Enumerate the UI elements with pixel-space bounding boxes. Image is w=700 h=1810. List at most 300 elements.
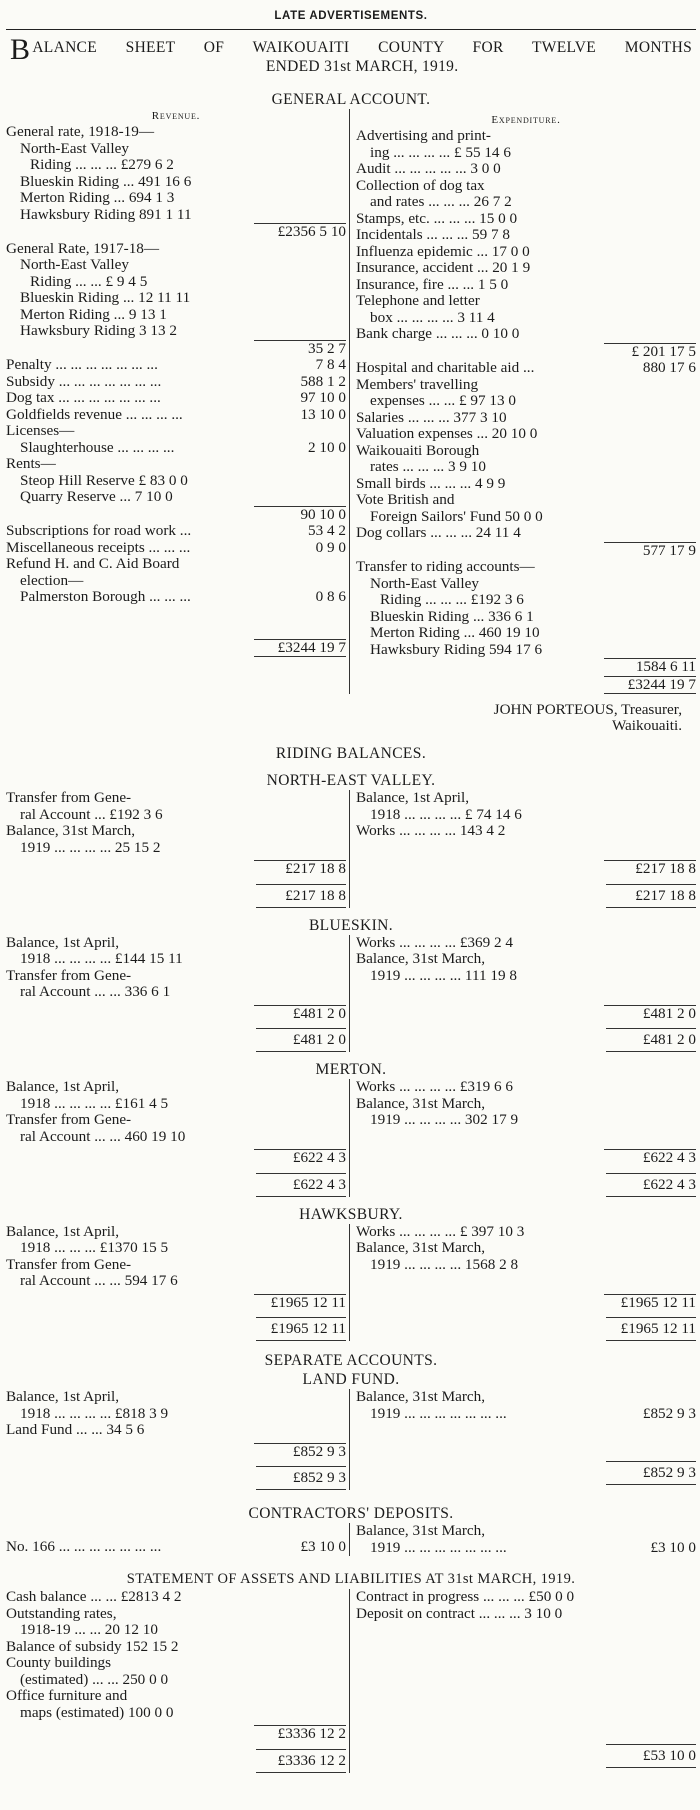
ledger-text: Works ... ... ... ... £ 397 10 3 <box>356 1223 525 1240</box>
riding-row <box>6 1240 346 1257</box>
ledger-text: election— <box>20 572 84 589</box>
ledger-text: Penalty ... ... ... ... ... ... ... <box>6 357 158 373</box>
ledger-text: Riding ... ... ... £192 3 6 <box>380 592 524 608</box>
ledger-text: Waikouaiti Borough <box>356 442 480 459</box>
ledger-text: Insurance, accident ... 20 1 9 <box>356 260 531 276</box>
riding-total: £622 4 3 <box>256 1173 346 1197</box>
riding-subtotal <box>356 1294 696 1312</box>
ledger-text: Transfer from Gene- <box>6 1256 132 1273</box>
riding-subtotal <box>356 1005 696 1023</box>
land-row <box>356 1406 696 1423</box>
ledger-text: 1918 ... ... ... ... £161 4 5 <box>20 1095 169 1112</box>
ledger-text: Blueskin Riding ... 336 6 1 <box>370 608 534 625</box>
statement-table <box>6 1589 696 1773</box>
riding-total: £217 18 8 <box>256 884 346 908</box>
expenditure-row <box>356 410 696 427</box>
ledger-text: Insurance, fire ... ... 1 5 0 <box>356 276 509 293</box>
revenue-row <box>6 241 346 258</box>
expenditure-row <box>356 609 696 626</box>
ledger-text: Dog tax ... ... ... ... ... ... ... <box>6 390 161 406</box>
ledger-text: 1918 ... ... ... £1370 15 5 <box>20 1240 169 1256</box>
ledger-text: maps (estimated) 100 0 0 <box>20 1704 174 1721</box>
riding-left <box>6 935 350 1053</box>
revenue-column <box>6 109 350 694</box>
expenditure-row <box>356 194 696 211</box>
expenditure-row <box>356 658 696 676</box>
riding-subtotal <box>6 1005 346 1023</box>
ledger-text: Riding ... ... ... £279 6 2 <box>30 157 174 173</box>
ledger-text: 1919 ... ... ... ... 111 19 8 <box>370 967 517 984</box>
revenue-row <box>6 223 346 241</box>
ledger-text: Hawksbury Riding 891 1 11 <box>20 206 192 223</box>
ledger-text: North-East Valley <box>20 257 129 273</box>
riding-row <box>356 935 696 952</box>
ledger-text: Cash balance ... ... £2813 4 2 <box>6 1589 182 1605</box>
riding-table <box>6 790 696 908</box>
ledger-text: rates ... ... ... 3 9 10 <box>370 459 486 475</box>
spacer-row <box>356 840 696 857</box>
spacer-row <box>356 1721 696 1738</box>
title-block <box>6 30 696 76</box>
ledger-amount: 35 2 7 <box>254 340 346 358</box>
ledger-text: Hawksbury Riding 3 13 2 <box>20 323 177 339</box>
riding-row <box>6 790 346 807</box>
ledger-text: Transfer to riding accounts— <box>356 559 535 575</box>
ledger-text: Bank charge ... ... ... 0 10 0 <box>356 326 520 342</box>
riding-row <box>356 1240 696 1257</box>
ledger-text: Hawksbury Riding 594 17 6 <box>370 641 543 658</box>
expenditure-row <box>356 178 696 195</box>
ledger-amount: £852 9 3 <box>642 1404 696 1422</box>
ledger-text: Blueskin Riding ... 12 11 11 <box>20 290 191 306</box>
expenditure-column <box>350 109 696 694</box>
ledger-text: Dog collars ... ... ... 24 11 4 <box>356 525 521 541</box>
ledger-text: Small birds ... ... ... 4 9 9 <box>356 475 506 492</box>
revenue-row <box>6 606 346 623</box>
ledger-amount: £3244 19 7 <box>604 676 696 695</box>
ledger-text: ral Account ... £192 3 6 <box>20 806 163 823</box>
revenue-row <box>6 274 346 291</box>
revenue-row <box>6 207 346 224</box>
land-subtotal <box>6 1443 346 1461</box>
revenue-row <box>6 390 346 407</box>
expenditure-row <box>356 525 696 542</box>
revenue-row <box>6 540 346 557</box>
ledger-text: Merton Riding ... 694 1 3 <box>20 190 175 206</box>
ledger-text: Outstanding rates, <box>6 1605 117 1622</box>
ledger-text: Office furniture and <box>6 1688 128 1704</box>
general-account-heading: GENERAL ACCOUNT. <box>271 91 431 108</box>
revenue-row <box>6 456 346 473</box>
ledger-text: Transfer from Gene- <box>6 967 132 984</box>
ledger-text: Miscellaneous receipts ... ... ... <box>6 539 191 556</box>
ledger-text: 1918 ... ... ... ... £818 3 9 <box>20 1405 169 1422</box>
liabilities-column <box>350 1589 696 1773</box>
riding-balances <box>6 771 696 1341</box>
signature-line-1: JOHN PORTEOUS, Treasurer, <box>493 701 682 718</box>
ledger-text: Salaries ... ... ... 377 3 10 <box>356 409 507 426</box>
expenditure-row <box>356 145 696 162</box>
riding-row <box>6 1224 346 1241</box>
expenditure-row <box>356 676 696 695</box>
expenditure-row <box>356 625 696 642</box>
riding-subtotal <box>356 860 696 878</box>
spacer-row <box>356 1705 696 1722</box>
riding-heading: BLUESKIN. <box>308 916 394 934</box>
title-line-1 <box>10 33 692 66</box>
revenue-row <box>6 374 346 391</box>
spacer-row <box>356 1422 696 1439</box>
riding-total: £1965 12 11 <box>256 1317 346 1341</box>
ledger-text: Balance, 1st April, <box>6 1079 120 1095</box>
ledger-text: Stamps, etc. ... ... ... 15 0 0 <box>356 210 518 227</box>
revenue-row <box>6 556 346 573</box>
revenue-row <box>6 323 346 340</box>
header-label: LATE ADVERTISEMENTS. <box>274 10 428 22</box>
land-total: £852 9 3 <box>606 1461 696 1485</box>
spacer-row <box>356 1622 696 1639</box>
asset-row <box>6 1639 346 1656</box>
ledger-text: North-East Valley <box>20 140 129 157</box>
expenditure-row <box>356 426 696 443</box>
expenditure-row <box>356 227 696 244</box>
expenditure-row <box>356 310 696 327</box>
revenue-row <box>6 423 346 440</box>
revenue-row <box>6 307 346 324</box>
land-total: £852 9 3 <box>256 1466 346 1490</box>
riding-total: £622 4 3 <box>606 1173 696 1197</box>
ledger-text: Audit ... ... ... ... ... 3 0 0 <box>356 161 501 177</box>
ledger-text: General Rate, 1917-18— <box>6 240 160 257</box>
revenue-row <box>6 340 346 358</box>
riding-row <box>6 1079 346 1096</box>
expenditure-row <box>356 128 696 145</box>
expenditure-row <box>356 211 696 228</box>
riding-heading: MERTON. <box>315 1061 387 1078</box>
expenditure-row <box>356 542 696 560</box>
ledger-text: 1918 ... ... ... ... £ 74 14 6 <box>370 806 522 823</box>
riding-right <box>350 1079 696 1197</box>
asset-row <box>6 1622 346 1639</box>
ledger-text: Refund H. and C. Aid Board <box>6 556 180 572</box>
ledger-text: 1919 ... ... ... ... 1568 2 8 <box>370 1256 519 1273</box>
riding-balances-heading: RIDING BALANCES. <box>275 745 427 762</box>
ledger-text: Vote British and <box>356 492 455 508</box>
subtotal-amount: £1965 12 11 <box>604 1294 696 1312</box>
revenue-row <box>6 622 346 639</box>
asset-row <box>6 1606 346 1623</box>
title-line-1-text: ALANCE SHEET OF WAIKOUAITI COUNTY FOR TWELVE MONTHS <box>32 39 692 56</box>
riding-row <box>356 1257 696 1274</box>
treasurer-signature <box>6 702 696 734</box>
expenditure-row <box>356 559 696 576</box>
ledger-text: Hospital and charitable aid ... <box>356 360 535 376</box>
revenue-row <box>6 174 346 191</box>
riding-table <box>6 1079 696 1197</box>
riding-row <box>356 951 696 968</box>
deposits-left <box>6 1523 350 1556</box>
ledger-amount: 1584 6 11 <box>604 658 696 676</box>
ledger-text: Merton Riding ... 460 19 10 <box>370 625 540 641</box>
subtotal-amount: £217 18 8 <box>604 860 696 878</box>
expenditure-row <box>356 642 696 659</box>
ledger-text: expenses ... ... £ 97 13 0 <box>370 393 516 409</box>
ledger-text: Valuation expenses ... 20 10 0 <box>356 426 538 442</box>
asset-row <box>6 1672 346 1689</box>
riding-total: £481 2 0 <box>256 1028 346 1052</box>
riding-row <box>356 1079 696 1096</box>
riding-row <box>6 935 346 952</box>
ledger-text: 1919 ... ... ... ... 302 17 9 <box>370 1112 519 1128</box>
riding-row <box>6 1096 346 1113</box>
ledger-text: Licenses— <box>6 423 75 439</box>
ledger-amount: 0 8 6 <box>315 588 346 605</box>
revenue-row <box>6 473 346 490</box>
ledger-text: Telephone and letter <box>356 293 480 309</box>
land-row <box>6 1389 346 1406</box>
deposit-item: No. 166 ... ... ... ... ... ... ... <box>6 1539 162 1555</box>
riding-right <box>350 790 696 908</box>
ledger-text: 1918 ... ... ... ... £144 15 11 <box>20 951 183 967</box>
revenue-row <box>6 440 346 457</box>
ledger-text: Balance, 31st March, <box>356 1095 486 1112</box>
ledger-text: Balance, 31st March, <box>356 951 486 967</box>
expenditure-row <box>356 260 696 277</box>
assets-subtotal <box>6 1725 346 1743</box>
ledger-text: Quarry Reserve ... 7 10 0 <box>20 489 173 505</box>
revenue-heading: Revenue. <box>151 110 201 122</box>
expenditure-row <box>356 360 696 377</box>
ledger-text: Contract in progress ... ... ... £50 0 0 <box>356 1589 575 1605</box>
ledger-text: Transfer from Gene- <box>6 790 132 806</box>
subtotal-amount: £1965 12 11 <box>254 1294 346 1312</box>
riding-left <box>6 1224 350 1342</box>
spacer-row <box>356 984 696 1001</box>
subtotal-amount: £481 2 0 <box>604 1005 696 1023</box>
ledger-amount: 90 10 0 <box>254 506 346 524</box>
ledger-text: 1919 ... ... ... ... ... ... ... <box>370 1405 507 1422</box>
riding-table <box>6 935 696 1053</box>
ledger-amount: £ 201 17 5 <box>604 343 696 361</box>
ledger-text: box ... ... ... ... 3 11 4 <box>370 309 495 326</box>
ledger-amount: £2356 5 10 <box>254 223 346 241</box>
riding-total: £217 18 8 <box>606 884 696 908</box>
land-fund-heading: LAND FUND. <box>302 1371 400 1388</box>
ledger-text: Foreign Sailors' Fund 50 0 0 <box>370 508 543 525</box>
ledger-amount: 880 17 6 <box>642 359 696 376</box>
ledger-text: Subscriptions for road work ... <box>6 523 192 539</box>
separate-accounts-heading: SEPARATE ACCOUNTS. <box>264 1352 438 1369</box>
expenditure-row <box>356 277 696 294</box>
ledger-text: Transfer from Gene- <box>6 1112 132 1128</box>
riding-right <box>350 1224 696 1342</box>
riding-row <box>6 1273 346 1290</box>
riding-subtotal <box>6 1294 346 1312</box>
ledger-text: Riding ... ... £ 9 4 5 <box>30 273 148 290</box>
expenditure-row <box>356 476 696 493</box>
ledger-text: Works ... ... ... ... £319 6 6 <box>356 1079 513 1095</box>
land-fund-right <box>350 1389 696 1490</box>
expenditure-row <box>356 293 696 310</box>
subtotal-amount: £217 18 8 <box>254 860 346 878</box>
expenditure-row <box>356 244 696 261</box>
ledger-text: Land Fund ... ... 34 5 6 <box>6 1422 145 1438</box>
riding-heading: NORTH-EAST VALLEY. <box>266 772 436 789</box>
spacer-row <box>356 1639 696 1656</box>
riding-row <box>6 968 346 985</box>
riding-left <box>6 790 350 908</box>
revenue-row <box>6 506 346 524</box>
subtotal-amount: £622 4 3 <box>254 1149 346 1167</box>
contractors-deposits-heading: CONTRACTORS' DEPOSITS. <box>248 1505 454 1522</box>
ledger-text: Collection of dog tax <box>356 177 485 194</box>
ledger-text: 1919 ... ... ... ... 25 15 2 <box>20 839 161 856</box>
ledger-text: Influenza epidemic ... 17 0 0 <box>356 243 530 260</box>
revenue-row <box>6 489 346 506</box>
riding-total: £481 2 0 <box>606 1028 696 1052</box>
land-row <box>6 1422 346 1439</box>
ledger-amount: 13 10 0 <box>300 405 346 423</box>
land-fund-table <box>6 1389 696 1490</box>
ledger-text: ral Account ... ... 460 19 10 <box>20 1128 186 1145</box>
riding-row <box>356 968 696 985</box>
riding-row <box>6 807 346 824</box>
riding-subtotal <box>6 1149 346 1167</box>
ledger-text: and rates ... ... ... 26 7 2 <box>370 194 512 210</box>
riding-subtotal <box>6 860 346 878</box>
riding-row <box>356 1112 696 1129</box>
expenditure-row <box>356 443 696 460</box>
subtotal-amount: £622 4 3 <box>604 1149 696 1167</box>
deposits-right <box>350 1523 696 1556</box>
revenue-row <box>6 523 346 540</box>
ledger-text: (estimated) ... ... 250 0 0 <box>20 1671 169 1688</box>
title-dropcap: B <box>10 33 31 66</box>
riding-row <box>6 1129 346 1146</box>
revenue-row <box>6 190 346 207</box>
ledger-text: Subsidy ... ... ... ... ... ... ... <box>6 373 162 390</box>
land-fund-left <box>6 1389 350 1490</box>
expenditure-row <box>356 509 696 526</box>
ledger-text: Balance, 1st April, <box>6 1223 120 1240</box>
ledger-amount: 2 10 0 <box>308 438 346 456</box>
expenditure-row <box>356 326 696 343</box>
ledger-text: Incidentals ... ... ... 59 7 8 <box>356 227 510 243</box>
spacer-row <box>356 1672 696 1689</box>
ledger-text: ral Account ... ... 594 17 6 <box>20 1273 178 1289</box>
riding-row <box>6 840 346 857</box>
expenditure-row <box>356 161 696 178</box>
ledger-text: Deposit on contract ... ... ... 3 10 0 <box>356 1605 563 1622</box>
riding-table <box>6 1224 696 1342</box>
liability-row <box>356 1606 696 1623</box>
ledger-text: Steop Hill Reserve £ 83 0 0 <box>20 472 188 489</box>
expenditure-row <box>356 377 696 394</box>
riding-total: £1965 12 11 <box>606 1317 696 1341</box>
ledger-text: Slaughterhouse ... ... ... ... <box>20 439 175 456</box>
revenue-row <box>6 141 346 158</box>
deposit-balance-label: Balance, 31st March, <box>356 1523 486 1539</box>
spacer-row <box>356 1129 696 1146</box>
liability-row <box>356 1589 696 1606</box>
asset-row <box>6 1688 346 1705</box>
title-line-2: ENDED 31st MARCH, 1919. <box>265 58 459 75</box>
land-row <box>6 1406 346 1423</box>
riding-subtotal <box>356 1149 696 1167</box>
ledger-amount: 0 9 0 <box>315 538 346 556</box>
ledger-text: ral Account ... ... 336 6 1 <box>20 984 171 1000</box>
spacer-row <box>356 1688 696 1705</box>
signature-line-2: Waikouaiti. <box>611 717 682 734</box>
general-account-table <box>6 109 696 694</box>
revenue-row <box>6 573 346 590</box>
header-bar <box>6 0 696 30</box>
deposit-amount: £3 10 0 <box>300 1538 346 1555</box>
riding-row <box>356 1224 696 1241</box>
ledger-text: Balance of subsidy 152 15 2 <box>6 1638 179 1655</box>
revenue-row <box>6 157 346 174</box>
revenue-row <box>6 124 346 141</box>
riding-right <box>350 935 696 1053</box>
asset-row <box>6 1705 346 1722</box>
expenditure-row <box>356 592 696 609</box>
ledger-text: ing ... ... ... ... £ 55 14 6 <box>370 144 511 161</box>
ledger-text: Rents— <box>6 456 56 472</box>
ledger-text: Balance, 31st March, <box>6 823 136 839</box>
expenditure-row <box>356 492 696 509</box>
riding-row <box>356 790 696 807</box>
ledger-text: Blueskin Riding ... 491 16 6 <box>20 173 192 190</box>
riding-row <box>6 1112 346 1129</box>
ledger-amount: 97 10 0 <box>300 389 346 406</box>
expenditure-row <box>356 576 696 593</box>
asset-row <box>6 1589 346 1606</box>
ledger-text: Works ... ... ... ... 143 4 2 <box>356 823 506 839</box>
ledger-amount: 577 17 9 <box>604 542 696 560</box>
deposit-balance-year: 1919 ... ... ... ... ... ... ... <box>370 1539 507 1556</box>
riding-row <box>6 951 346 968</box>
ledger-text: Advertising and print- <box>356 128 491 144</box>
revenue-row <box>6 357 346 374</box>
ledger-text: Works ... ... ... ... £369 2 4 <box>356 934 513 951</box>
ledger-text: County buildings <box>6 1655 112 1671</box>
asset-row <box>6 1655 346 1672</box>
riding-row <box>356 1096 696 1113</box>
ledger-amount: 7 8 4 <box>315 356 346 373</box>
ledger-text: Merton Riding ... 9 13 1 <box>20 306 167 323</box>
riding-row <box>6 823 346 840</box>
ledger-text: Balance, 31st March, <box>356 1240 486 1256</box>
revenue-row <box>6 589 346 606</box>
statement-heading: STATEMENT OF ASSETS AND LIABILITIES AT 31st MARCH, 1919. <box>126 1571 576 1587</box>
ledger-text: Balance, 1st April, <box>6 1389 120 1405</box>
ledger-text: Members' travelling <box>356 376 479 393</box>
ledger-text: Balance, 31st March, <box>356 1389 486 1405</box>
land-row <box>356 1389 696 1406</box>
ledger-text: Balance, 1st April, <box>356 790 470 806</box>
subtotal-amount: £3336 12 2 <box>254 1725 346 1743</box>
riding-row <box>6 984 346 1001</box>
revenue-row <box>6 257 346 274</box>
assets-column <box>6 1589 350 1773</box>
ledger-text: Balance, 1st April, <box>6 934 120 951</box>
ledger-text: General rate, 1918-19— <box>6 124 155 140</box>
ledger-amount: £3244 19 7 <box>254 639 346 658</box>
ledger-text: Goldfields revenue ... ... ... ... <box>6 406 183 423</box>
ledger-text: 1918-19 ... ... 20 12 10 <box>20 1622 158 1638</box>
ledger-text: North-East Valley <box>370 575 479 592</box>
subtotal-amount: £852 9 3 <box>254 1443 346 1461</box>
